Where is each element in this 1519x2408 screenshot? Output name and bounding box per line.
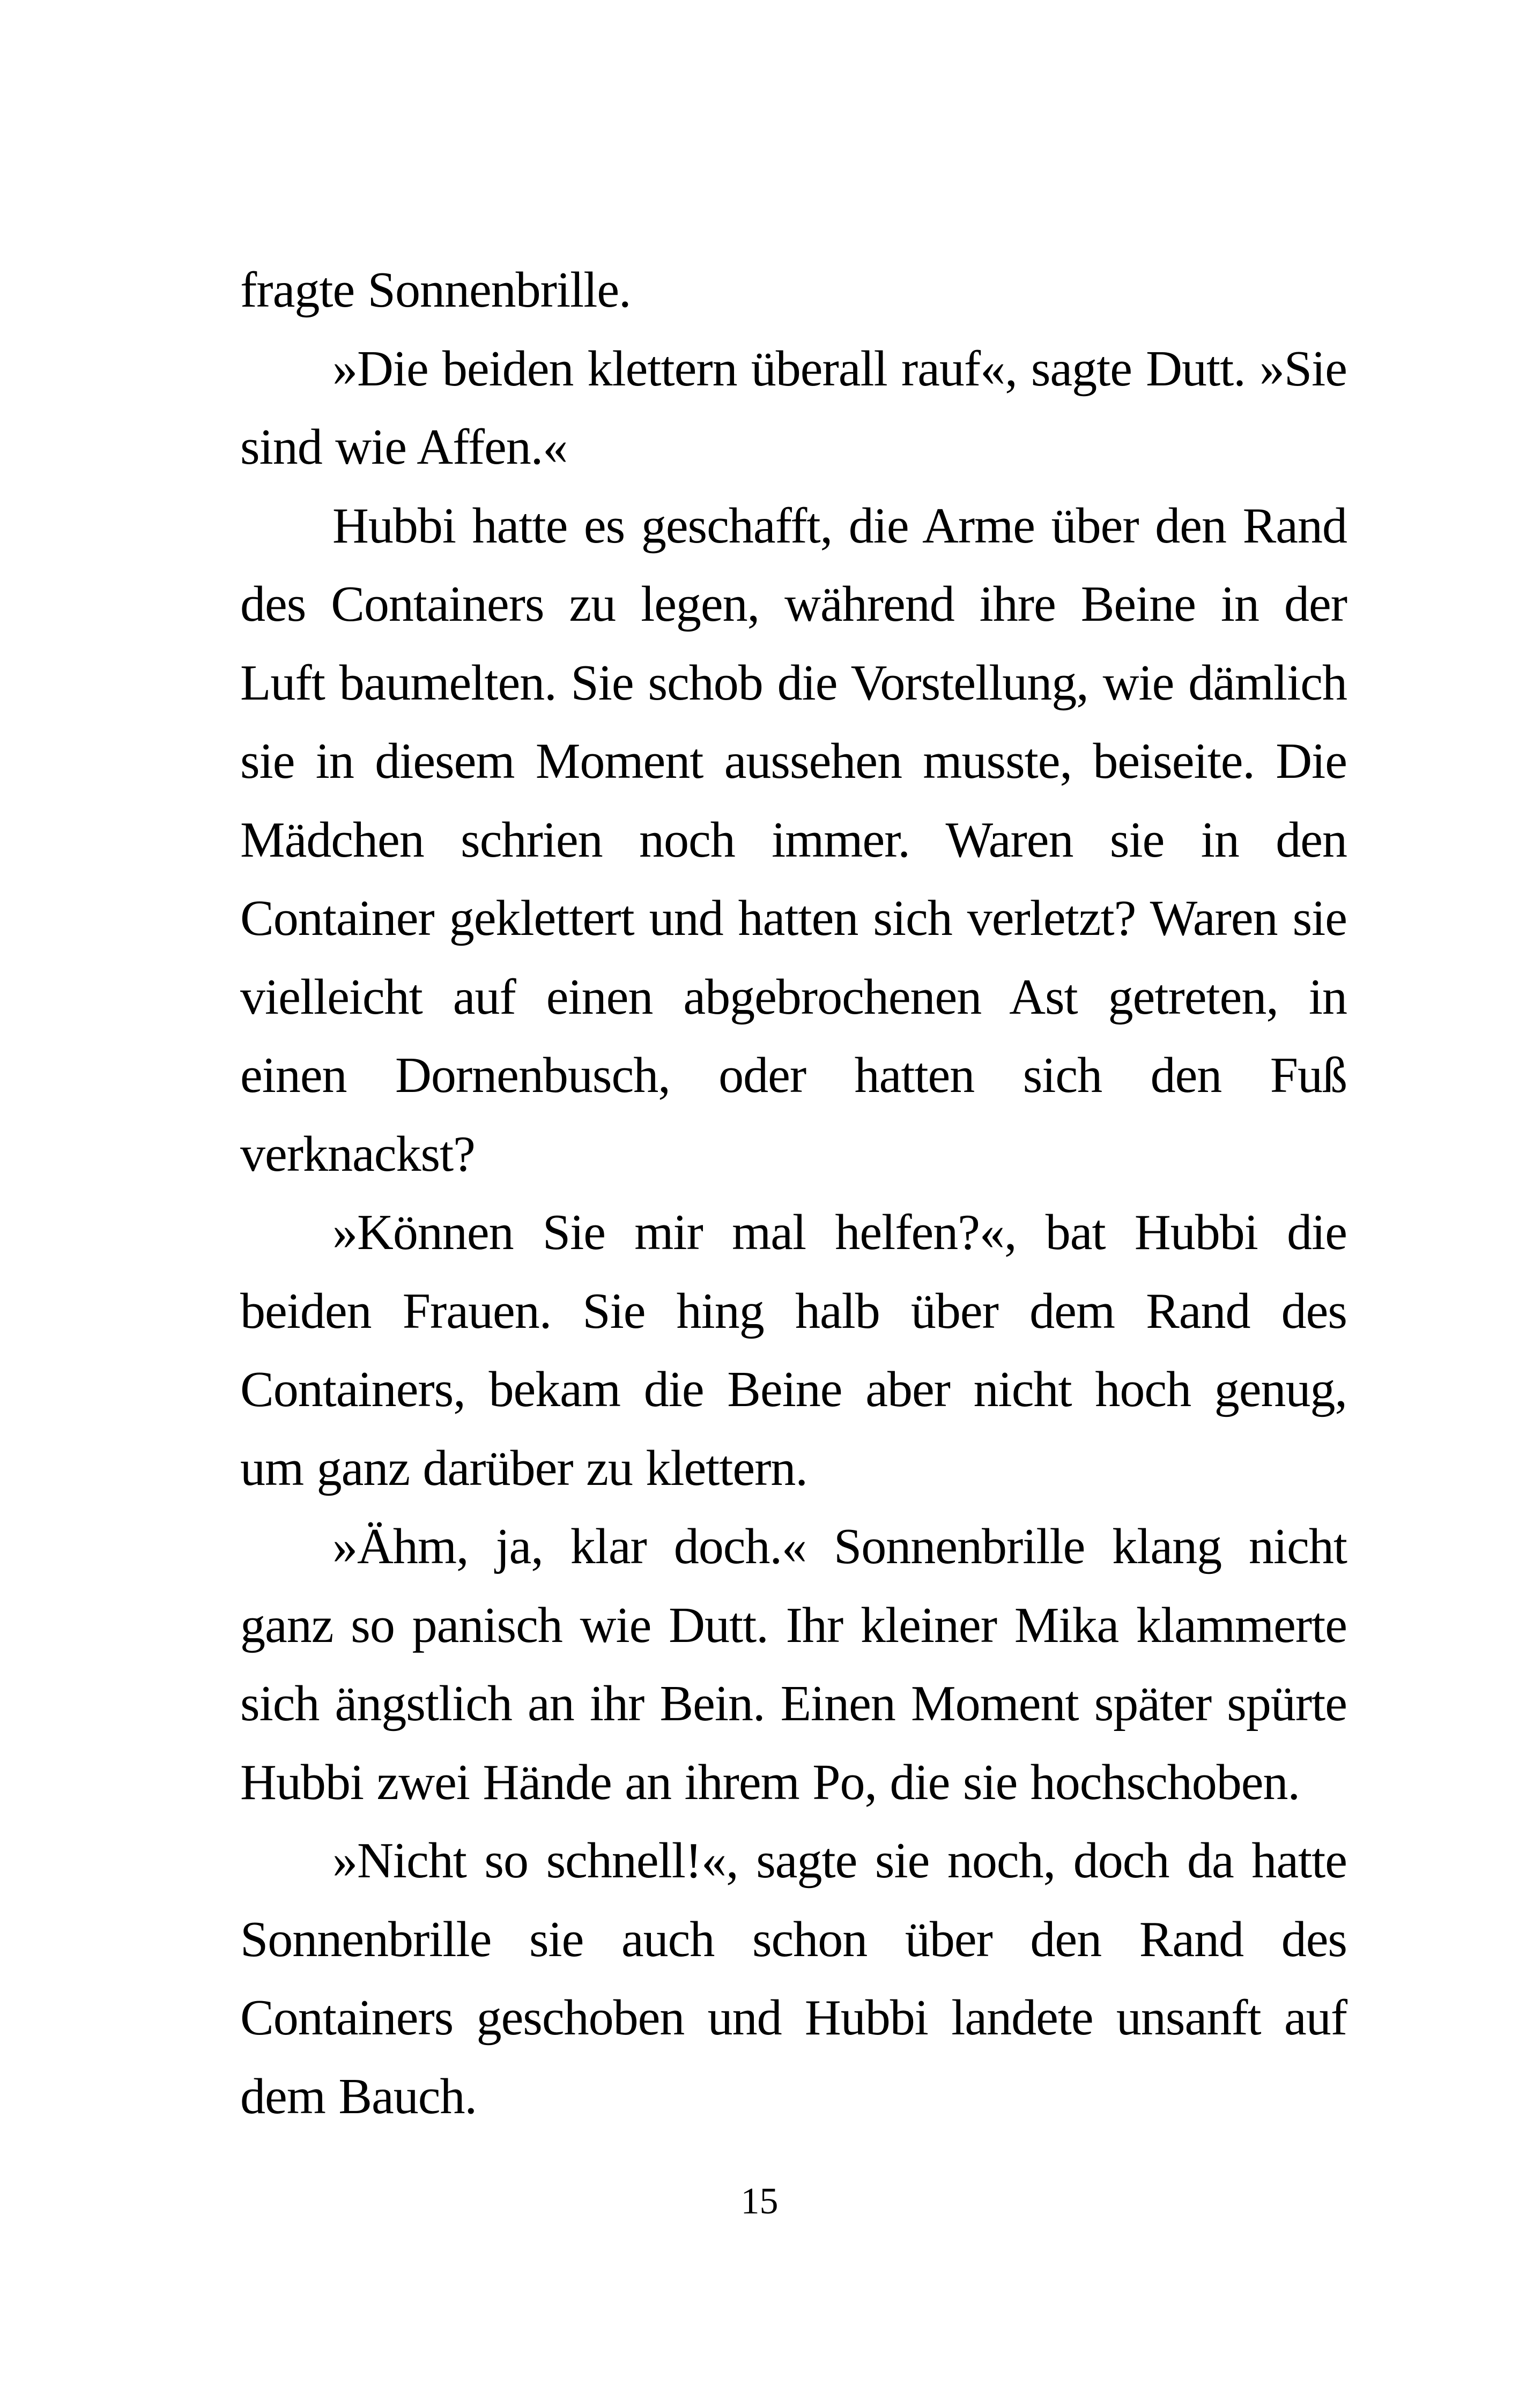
paragraph: »Die beiden klettern überall rauf«, sagte Dutt. »Sie sind wie Affen.« [240,340,1347,475]
paragraph: »Können Sie mir mal helfen?«, bat Hubbi die beiden Frauen. Sie hing halb über dem Rand des Containers, bekam die Beine aber nicht hoch genug, um ganz darüber zu klettern. [240,1205,1347,1496]
paragraph: Hubbi hatte es geschafft, die Arme über den Rand des Containers zu legen, während ihre Beine in der Luft baumelten. Sie schob die Vorstellung, wie dämlich sie in diesem Moment aussehen musste, beiseite. Die Mädchen schrien noch immer. Waren sie in den Container geklettert und hatten sich verletzt? Waren sie vielleicht auf einen abgebrochenen Ast getreten, in einen Dornenbusch, oder hatten sich den Fuß verknackst? [240,497,1347,1182]
paragraph: »Ähm, ja, klar doch.« Sonnenbrille klang nicht ganz so panisch wie Dutt. Ihr kleiner Mika klammerte sich ängstlich an ihr Bein. Einen Moment später spürte Hubbi zwei Hände an ihrem Po, die sie hochschoben. [240,1519,1347,1810]
body-text [240,251,1347,2136]
paragraph: fragte Sonnenbrille. [240,262,631,318]
paragraph: »Nicht so schnell!«, sagte sie noch, doch da hatte Sonnenbrille sie auch schon über den Rand des Containers geschoben und Hubbi landete unsanft auf dem Bauch. [240,1833,1347,2124]
page-number: 15 [740,2181,779,2222]
